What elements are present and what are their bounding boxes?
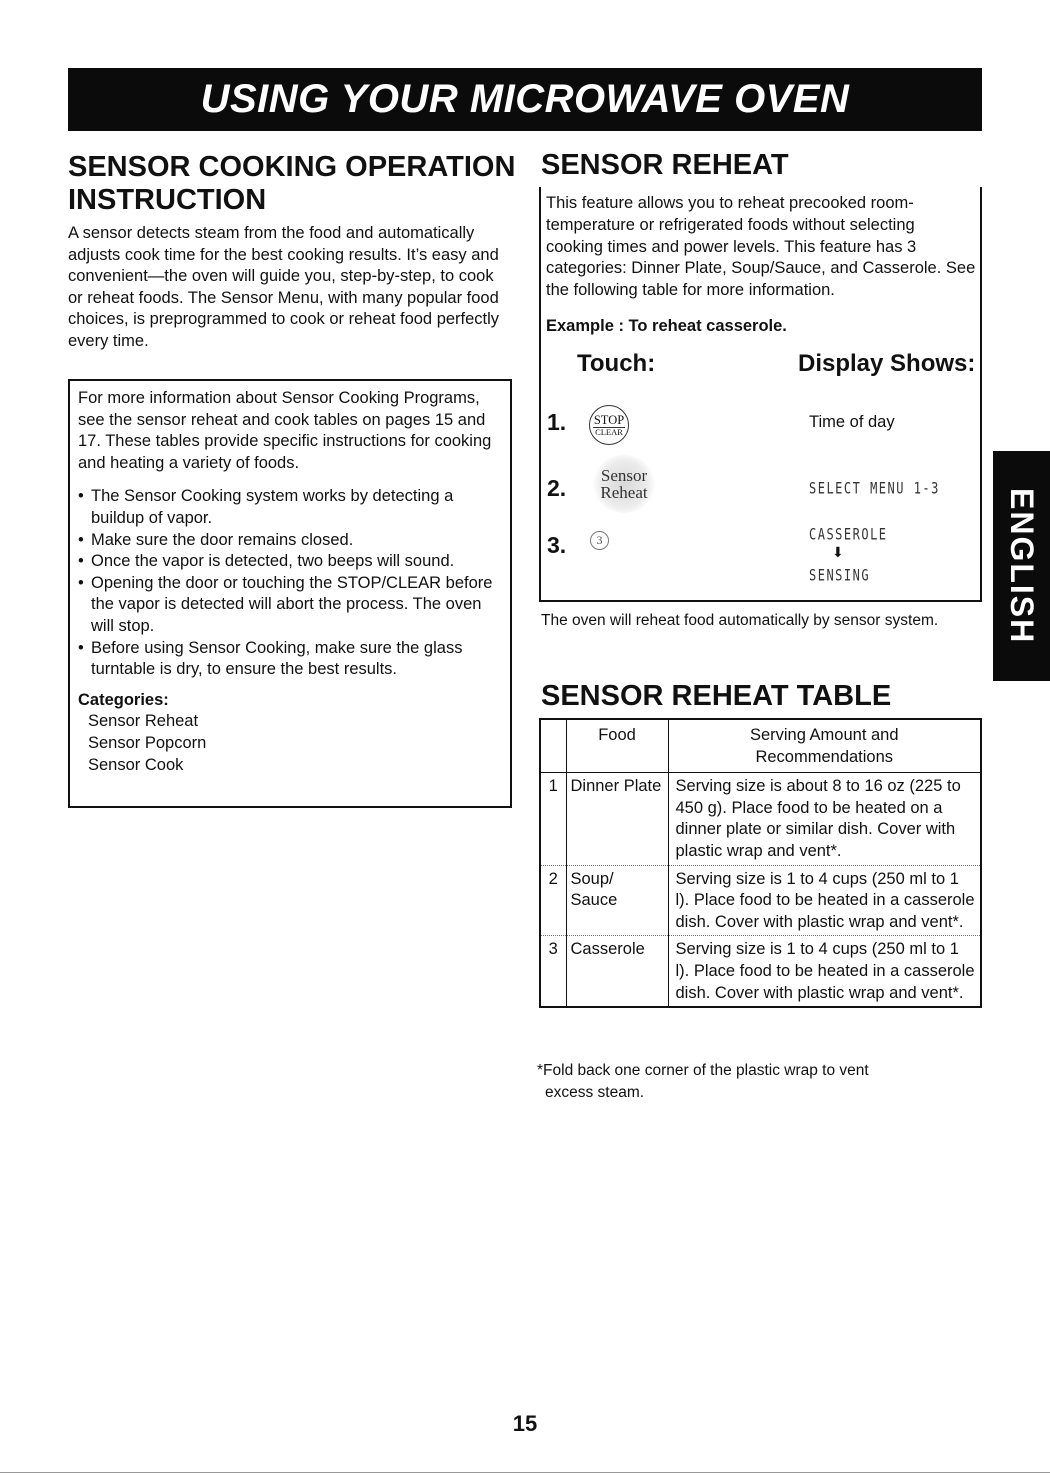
categories-label: Categories: [78,690,169,709]
table-footnote [537,1060,937,1103]
list-item: • Opening the door or touching the STOP/CLEAR before the vapor is detected will abort the process. The oven will stop. [78,573,500,638]
button-label: Sensor [600,466,648,485]
reheat-description: This feature allows you to reheat precooked room-temperature or refrigerated foods without selecting cooking times and power levels. This feature has 3 categories: Dinner Plate, Soup/Sauce, and Casserole. See the following table for more information. [546,194,976,300]
touch-heading: Touch: [577,350,656,377]
number-3-button-icon: 3 [590,531,609,550]
list-item: Sensor Popcorn [88,733,207,752]
row-number: 3 [540,936,566,1007]
row-number: 1 [540,773,566,865]
bottom-divider [0,1472,1050,1473]
lcd-display-text: SENSING [809,565,871,585]
page-number: 15 [512,1411,538,1436]
reheat-note: The oven will reheat food automatically by sensor system. [541,612,939,629]
lcd-display-text: CASSEROLE [809,524,888,544]
sensor-reheat-button-icon [593,455,655,513]
button-label: STOP [593,412,625,427]
table-title: SENSOR REHEAT TABLE [541,680,892,712]
step-number: 1. [547,409,567,435]
info-box [68,379,512,808]
row-food: Casserole [566,936,668,1007]
example-label: Example : To reheat casserole. [546,316,787,335]
button-sublabel: Reheat [600,483,648,502]
info-paragraph: For more information about Sensor Cooking Programs, see the sensor reheat and cook tables on pages 15 and 17. These tables provide specific instructions for cooking and heating a variety of foods. [78,389,492,472]
list-item: Sensor Cook [88,755,184,774]
intro-paragraph: A sensor detects steam from the food and automatically adjusts cook time for the best cooking results. It’s easy and convenient—the oven will guide you, step-by-step, to cook or reheat foods. The Sensor Menu, with many popular food choices, is preprogrammed to cook or reheat food perfectly every time. [68,224,500,350]
table-header: Food [566,719,668,773]
down-arrow-icon: ⬇ [832,544,844,560]
bullet-list [78,486,500,680]
step-number: 2. [547,475,567,501]
table-row [540,773,981,865]
display-text: Time of day [809,413,895,431]
categories-list [78,711,500,776]
row-number: 2 [540,865,566,936]
section-title-sensor-reheat: SENSOR REHEAT [541,149,789,181]
list-item: • Make sure the door remains closed. [78,530,500,552]
stop-clear-button-icon [589,405,629,445]
footnote-line: excess steam. [545,1083,645,1101]
button-sublabel: CLEAR [595,426,623,437]
language-side-tab [993,451,1050,681]
table-header [540,719,566,773]
section-title-sensor-cooking: SENSOR COOKING OPERATION INSTRUCTION [68,151,516,216]
display-heading: Display Shows: [798,350,976,377]
footnote-line: *Fold back one corner of the plastic wrap to vent [537,1062,869,1079]
table-row [540,936,981,1007]
row-food: Soup/ Sauce [566,865,668,936]
reheat-box [539,187,982,602]
sensor-reheat-table [539,718,982,1008]
list-item: • Once the vapor is detected, two beeps will sound. [78,551,500,573]
row-description: Serving size is 1 to 4 cups (250 ml to 1 l). Place food to be heated in a casserole dish. Cover with plastic wrap and vent*. [675,940,975,1002]
list-item: • The Sensor Cooking system works by detecting a buildup of vapor. [78,486,500,529]
step-number: 3. [547,532,567,558]
list-item: Sensor Reheat [88,712,199,731]
row-description: Serving size is 1 to 4 cups (250 ml to 1 l). Place food to be heated in a casserole dish. Cover with plastic wrap and vent*. [668,865,981,936]
page-banner [68,68,982,131]
side-tab-label: ENGLISH [1004,487,1040,645]
banner-title: USING YOUR MICROWAVE OVEN [200,77,850,121]
row-food: Dinner Plate [566,773,668,865]
lcd-display-text: SELECT MENU 1-3 [809,478,940,498]
table-header-row [540,719,981,773]
table-header: Serving Amount and Recommendations [668,719,981,773]
list-item: • Before using Sensor Cooking, make sure the glass turntable is dry, to ensure the best results. [78,638,500,681]
row-description: Serving size is about 8 to 16 oz (225 to 450 g). Place food to be heated on a dinner plate or similar dish. Cover with plastic wrap and vent*. [668,773,981,865]
table-row [540,865,981,936]
